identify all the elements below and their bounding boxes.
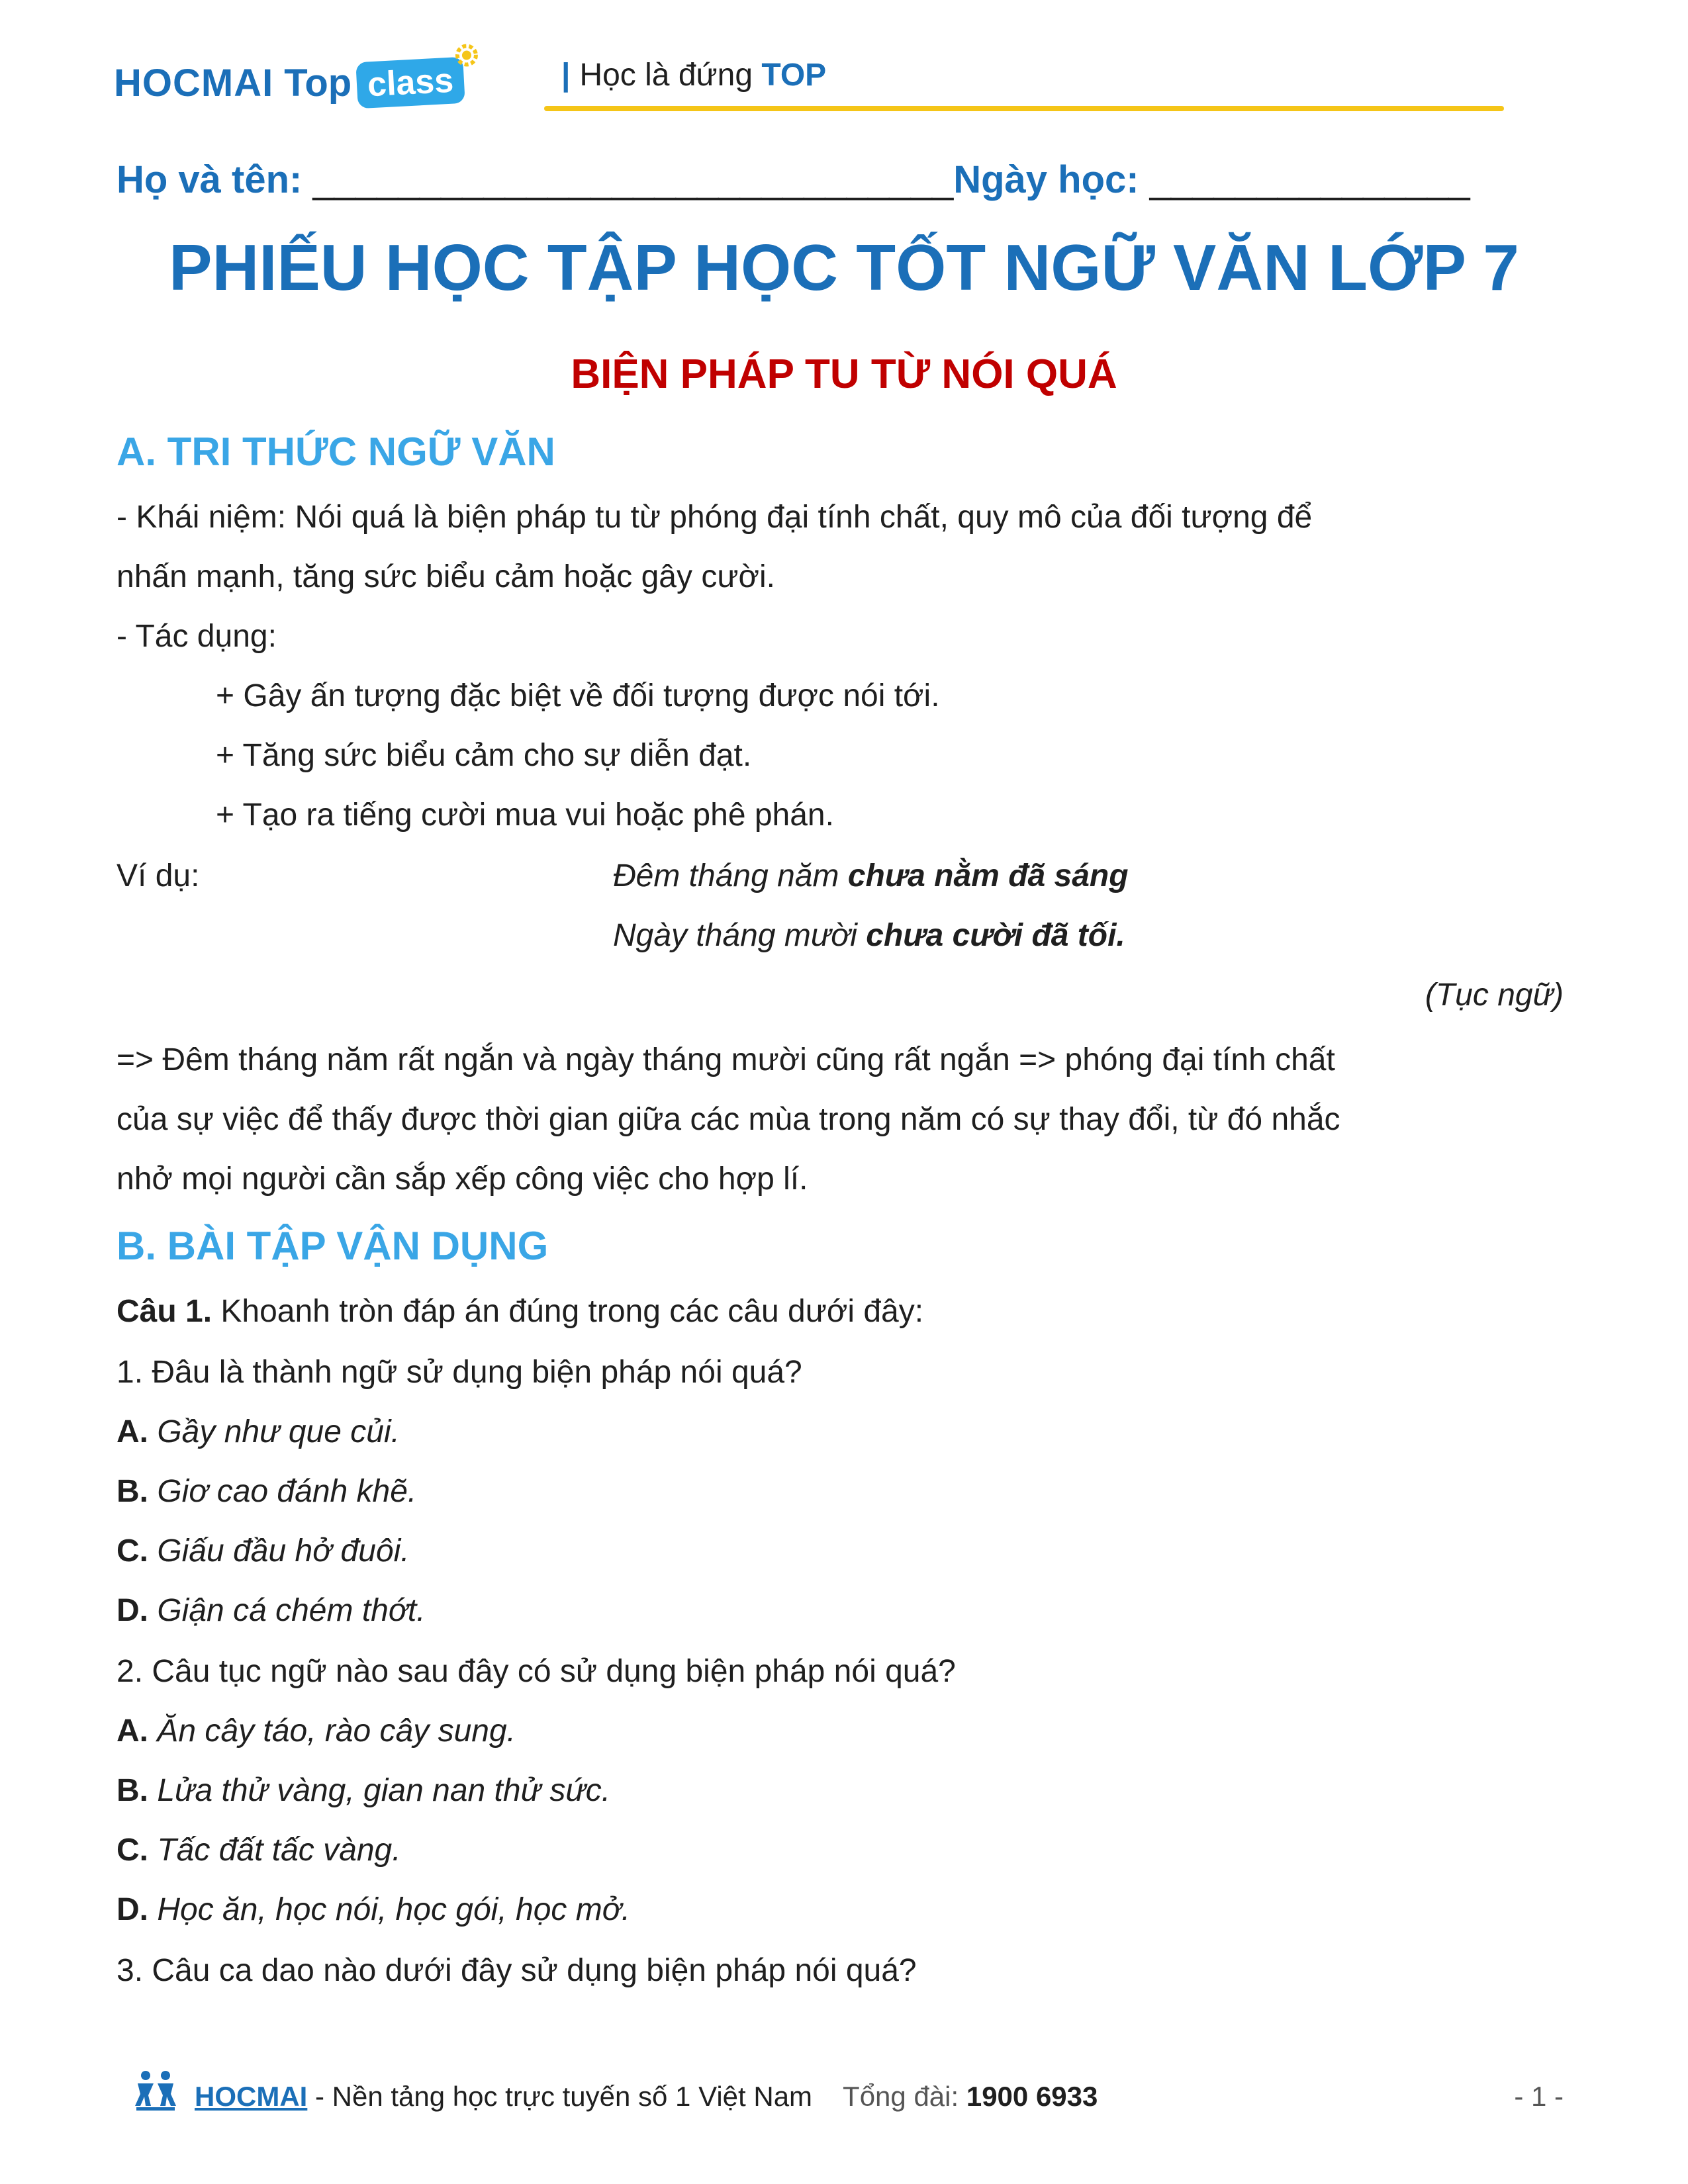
option-letter: B. bbox=[117, 1773, 148, 1808]
header-underline bbox=[544, 106, 1504, 111]
date-label: Ngày học: bbox=[953, 158, 1139, 201]
option-letter: A. bbox=[117, 1713, 148, 1749]
footer-brand-link[interactable]: HOCMAI bbox=[195, 2081, 308, 2112]
option-letter: D. bbox=[117, 1593, 148, 1628]
concept-line-2: nhấn mạnh, tăng sức biểu cảm hoặc gây cười. bbox=[117, 559, 775, 594]
sub-question-2: 2. Câu tục ngữ nào sau đây có sử dụng biện pháp nói quá? bbox=[117, 1654, 956, 1689]
answer-option[interactable] bbox=[117, 1771, 1573, 1811]
answer-option[interactable] bbox=[117, 1591, 1573, 1631]
name-blank[interactable]: ______________________________ bbox=[312, 158, 954, 201]
concept-line-1: - Khái niệm: Nói quá là biện pháp tu từ phóng đại tính chất, quy mô của đối tượng để bbox=[117, 500, 1313, 535]
option-text: Lửa thử vàng, gian nan thử sức. bbox=[157, 1773, 611, 1808]
option-text: Học ăn, học nói, học gói, học mở. bbox=[157, 1892, 631, 1927]
explain-line-2: của sự việc để thấy được thời gian giữa các mùa trong năm có sự thay đổi, từ đó nhắc bbox=[117, 1102, 1340, 1137]
option-letter: C. bbox=[117, 1533, 148, 1569]
option-text: Ăn cây táo, rào cây sung. bbox=[157, 1713, 516, 1749]
logo-top-text: Top bbox=[284, 61, 352, 105]
section-a-heading: A. TRI THỨC NGỮ VĂN bbox=[117, 430, 555, 474]
slogan-top: TOP bbox=[761, 58, 827, 93]
logo-class-text: class bbox=[366, 61, 455, 105]
example-label: Ví dụ: bbox=[117, 858, 200, 893]
example-line-1-plain: Đêm tháng năm bbox=[613, 858, 848, 893]
example-line-2 bbox=[613, 916, 1688, 956]
logo-hocmai-text: HOCMAI bbox=[114, 61, 274, 105]
footer-hotline-label: Tổng đài: bbox=[843, 2081, 966, 2112]
question-1-intro bbox=[117, 1292, 1573, 1332]
option-text: Giấu đầu hở đuôi. bbox=[157, 1533, 410, 1569]
answer-option[interactable] bbox=[117, 1831, 1573, 1870]
explain-line-3: nhở mọi người cần sắp xếp công việc cho hợp lí. bbox=[117, 1161, 808, 1197]
footer-tagline: - Nền tảng học trực tuyến số 1 Việt Nam bbox=[307, 2081, 813, 2112]
option-letter: A. bbox=[117, 1414, 148, 1449]
answer-option[interactable] bbox=[117, 1531, 1573, 1571]
name-label: Họ và tên: bbox=[117, 158, 303, 201]
example-source: (Tục ngữ) bbox=[1425, 978, 1564, 1013]
effect-item: + Tạo ra tiếng cười mua vui hoặc phê phán. bbox=[216, 797, 834, 833]
page-title: PHIẾU HỌC TẬP HỌC TỐT NGỮ VĂN LỚP 7 bbox=[169, 231, 1519, 304]
effect-item: + Tăng sức biểu cảm cho sự diễn đạt. bbox=[216, 738, 752, 773]
section-b-heading: B. BÀI TẬP VẬN DỤNG bbox=[117, 1224, 549, 1268]
hocmai-topclass-logo bbox=[114, 46, 464, 119]
question-text: Khoanh tròn đáp án đúng trong các câu dưới đây: bbox=[212, 1294, 924, 1329]
slogan-divider: | bbox=[561, 58, 571, 93]
effect-label: - Tác dụng: bbox=[117, 619, 277, 654]
answer-option[interactable] bbox=[117, 1412, 1573, 1452]
example-line-1 bbox=[613, 856, 1688, 896]
option-text: Giận cá chém thớt. bbox=[157, 1593, 426, 1628]
option-text: Tấc đất tấc vàng. bbox=[157, 1833, 401, 1868]
example-line-2-plain: Ngày tháng mười bbox=[613, 918, 867, 953]
date-blank[interactable]: _______________ bbox=[1149, 158, 1470, 201]
footer-text bbox=[195, 2081, 1098, 2113]
question-label: Câu 1. bbox=[117, 1294, 212, 1329]
option-letter: D. bbox=[117, 1892, 148, 1927]
student-info-line bbox=[117, 158, 1470, 202]
page-subtitle: BIỆN PHÁP TU TỪ NÓI QUÁ bbox=[571, 351, 1117, 397]
gear-icon bbox=[453, 41, 481, 69]
page-number: - 1 - bbox=[1514, 2081, 1564, 2112]
option-text: Gầy như que củi. bbox=[157, 1414, 400, 1449]
slogan-text: Học là đứng bbox=[579, 58, 753, 93]
footer-hotline: 1900 6933 bbox=[966, 2081, 1098, 2112]
answer-option[interactable] bbox=[117, 1890, 1573, 1930]
option-letter: B. bbox=[117, 1474, 148, 1509]
header-slogan bbox=[561, 57, 826, 93]
sub-question-1: 1. Đâu là thành ngữ sử dụng biện pháp nói quá? bbox=[117, 1355, 802, 1390]
example-line-1-bold: chưa nằm đã sáng bbox=[847, 858, 1129, 893]
answer-option[interactable] bbox=[117, 1711, 1573, 1751]
explain-line-1: => Đêm tháng năm rất ngắn và ngày tháng mười cũng rất ngắn => phóng đại tính chất bbox=[117, 1042, 1335, 1077]
answer-option[interactable] bbox=[117, 1472, 1573, 1512]
option-text: Giơ cao đánh khẽ. bbox=[157, 1474, 417, 1509]
logo-class-badge bbox=[355, 57, 465, 109]
hocmai-figures-icon bbox=[132, 2069, 179, 2111]
sub-question-3: 3. Câu ca dao nào dưới đây sử dụng biện pháp nói quá? bbox=[117, 1953, 917, 1988]
example-line-2-bold: chưa cười đã tối. bbox=[866, 918, 1125, 953]
effect-item: + Gây ấn tượng đặc biệt về đối tượng được nói tới. bbox=[216, 678, 940, 713]
option-letter: C. bbox=[117, 1833, 148, 1868]
